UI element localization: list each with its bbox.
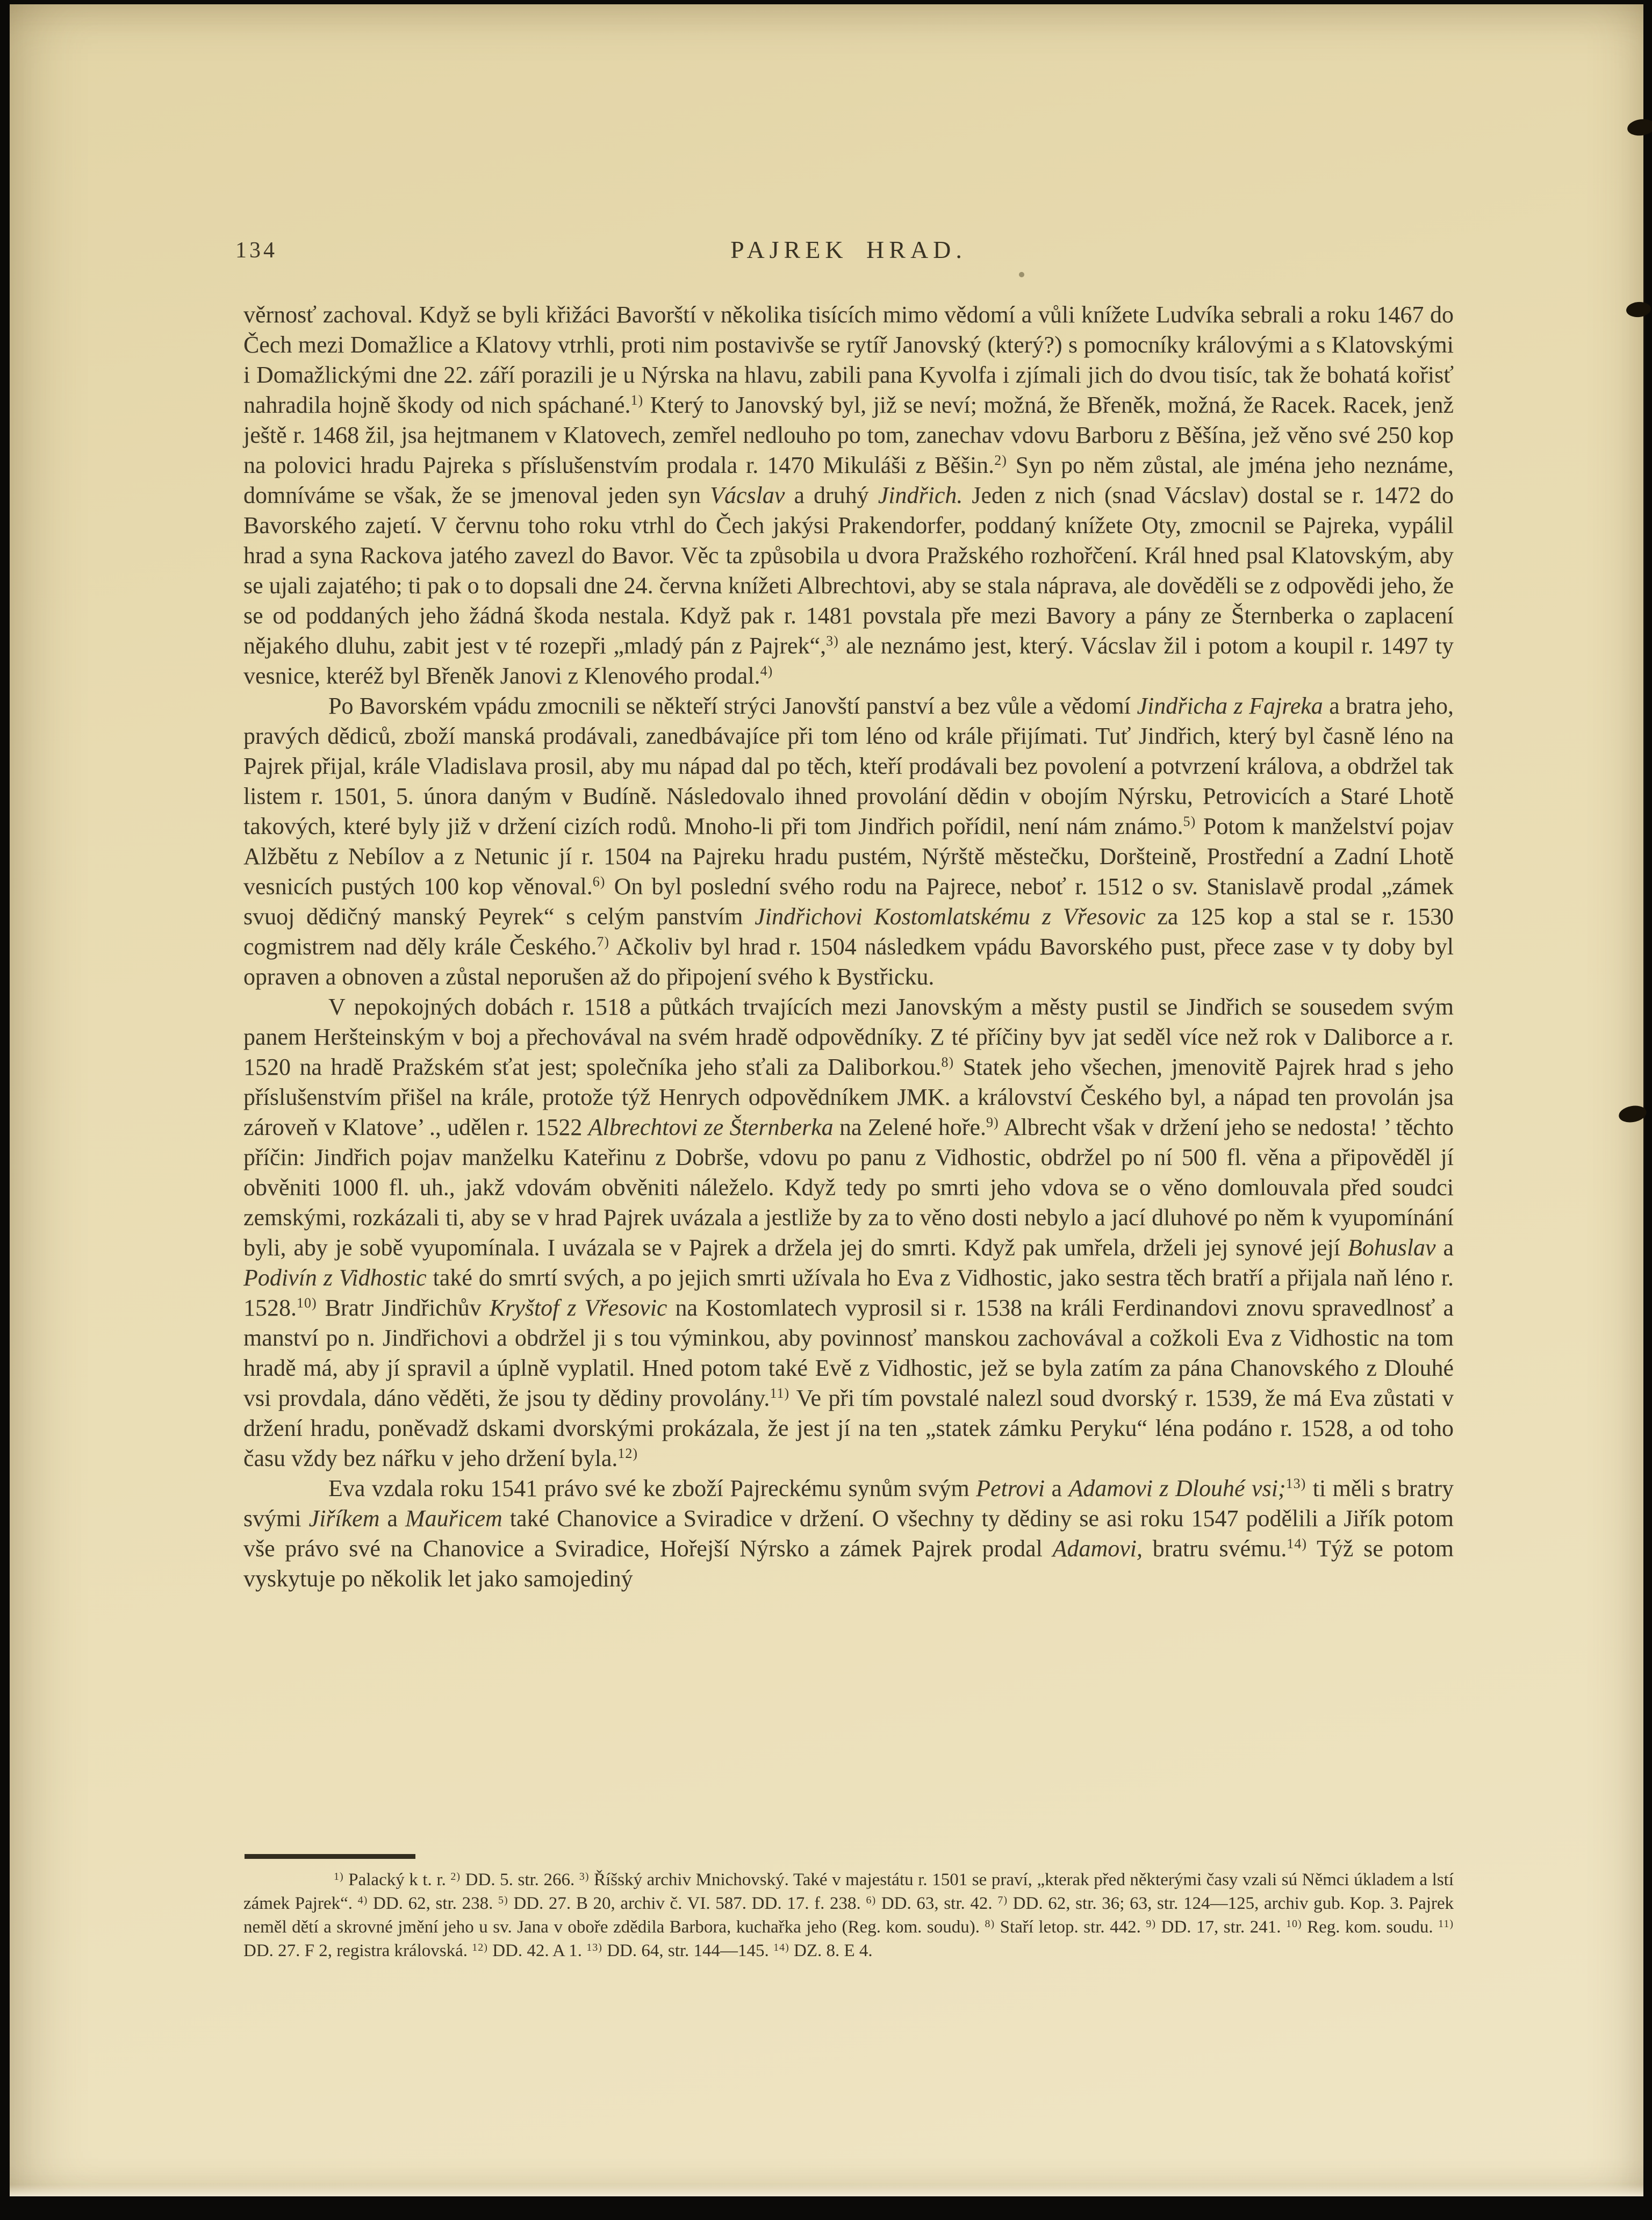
book-page (10, 4, 1643, 2196)
running-title: PAJREK HRAD. (730, 236, 967, 263)
footnote-divider (245, 1854, 415, 1859)
body-text (243, 300, 1454, 1594)
footnote-block: $^{1)}$ Palacký k t. r. $^{2)}$ DD. 5. str. 266. $^{3)}$ Říšský archiv Mnichovský. Také v majestátu r. 1501 se praví, „kterak před některými časy vzali sú Němci úkladem a lstí zámek Pajrek“. $^{4)}$ DD. 62, str. 238. $^{5)}$ DD. 27. B 20, archiv č. VI. 587. DD. 17. f. 238. $^{6)}$ DD. 63, str. 42. $^{7)}$ DD. 62, str. 36; 63, str. 124—125, archiv gub. Kop. 3. Pajrek neměl dětí a skrovné jmění jeho u sv. Jana v oboře zdědila Barbora, kuchařka jeho (Reg. kom. soudu). $^{8)}$ Staří letop. str. 442. $^{9)}$ DD. 17, str. 241. $^{10)}$ Reg. kom. soudu. $^{11)}$ DD. 27. F 2, registra královská. $^{12)}$ DD. 42. A 1. $^{13)}$ DD. 64, str. 144—145. $^{14)}$ DZ. 8. E 4. (243, 1870, 1454, 1960)
paragraph: V nepokojných dobách r. 1518 a půtkách trvajících mezi Janovským a městy pustil se Jindřich se sousedem svým panem Heršteinským v boj a přechovával na svém hradě odpovědníky. Z té příčiny byv jat seděl více než rok v Daliborce a r. 1520 na hradě Pražském sťat jest; společníka jeho sťali za Daliborkou.$^{8)}$ Statek jeho všechen, jmenovitě Pajrek hrad s jeho příslušenstvím přišel na krále, protože týž Henrych odpovědníkem JMK. a království Českého byl, a nápad ten provolán jsa zároveň v Klatove’ ., udělen r. 1522 Albrechtovi ze Šternberka na Zelené hoře.$^{9)}$ Albrecht však v držení jeho se nedosta! ’ těchto příčin: Jindřich pojav manželku Kateřinu z Dobrše, vdovu po panu z Vidhostic, obdržel po ní 500 fl. věna a připověděl jí obvěniti 1000 fl. uh., jakž vdovám obvěniti náleželo. Když tedy po smrti jeho vdova se o věno domlouvala před soudci zemskými, rozkázali ti, aby se v hrad Pajrek uvázala a jestliže by za to věno dosti nebylo a jací dluhové po něm k vyupomínání byli, aby je sobě vyupomínala. I uvázala se v Pajrek a držela jej do smrti. Když pak umřela, drželi jej synové její Bohuslav a Podivín z Vidhostic také do smrtí svých, a po jejich smrti užívala ho Eva z Vidhostic, jako sestra těch bratří a přijala naň léno r. 1528.$^{10)}$ Bratr Jindřichův Kryštof z Vřesovic na Kostomlatech vyprosil si r. 1538 na králi Ferdinandovi znovu spravedlnosť a manství po n. Jindřichovi a obdržel ji s tou výminkou, aby povinnosť manskou zachovával a cožkoli Eva z Vidhostic na tom hradě má, aby jí spravil a úplně vyplatil. Hned potom také Evě z Vidhostic, jež se byla zatím za pána Chanovského z Dlouhé vsi provdala, dáno věděti, že jsou ty dědiny provolány.$^{11)}$ Ve při tím povstalé nalezl soud dvorský r. 1539, že má Eva zůstati v držení hradu, poněvadž dskami dvorskými prokázala, že jest jí na ten „statek zámku Peryku“ léna podáno r. 1528, a od toho času vždy bez nářku v jeho držení byla.$^{12)}$ (243, 994, 1454, 1471)
page-number: 134 (235, 238, 277, 263)
paragraph: Po Bavorském vpádu zmocnili se někteří strýci Janovští panství a bez vůle a vědomí Jindřicha z Fajreka a bratra jeho, pravých dědiců, zboží manská prodávali, zanedbávajíce při tom léno od krále přijímati. Tuť Jindřich, který byl časně léno na Pajrek přijal, krále Vladislava prosil, aby mu nápad dal po těch, kteří prodávali bez povolení a potvrzení králova, a obdržel tak listem r. 1501, 5. února daným v Budíně. Následovalo ihned provolání dědin v obojím Nýrsku, Petrovicích a Staré Lhotě takových, které byly již v držení cizích rodů. Mnoho-li při tom Jindřich pořídil, není nám známo.$^{5)}$ Potom k manželství pojav Alžbětu z Nebílov a z Netunic jí r. 1504 na Pajreku hradu pustém, Nýrště městečku, Doršteině, Prostřední a Zadní Lhotě vesnicích pustých 100 kop věnoval.$^{6)}$ On byl poslední svého rodu na Pajrece, neboť r. 1512 o sv. Stanislavě prodal „zámek svuoj dědičný manský Peyrek“ s celým panstvím Jindřichovi Kostomlatskému z Vřesovic za 125 kop a stal se r. 1530 cogmistrem nad děly krále Českého.$^{7)}$ Ačkoliv byl hrad r. 1504 následkem vpádu Bavorského pust, přece zase v ty doby byl opraven a obnoven a zůstal neporušen až do připojení svého k Bystřicku. (243, 693, 1454, 990)
paragraph: Eva vzdala roku 1541 právo své ke zboží Pajreckému synům svým Petrovi a Adamovi z Dlouhé vsi;$^{13)}$ ti měli s bratry svými Jiříkem a Mauřicem také Chanovice a Sviradice v držení. O všechny ty dědiny se asi roku 1547 podělili a Jiřík potom vše právo své na Chanovice a Sviradice, Hořejší Nýrsko a zámek Pajrek prodal Adamovi, bratru svému.$^{14)}$ Týž se potom vyskytuje po několik let jako samojediný (243, 1475, 1454, 1592)
print-speck (1019, 272, 1024, 277)
paragraph: věrnosť zachoval. Když se byli křižáci Bavorští v několika tisících mimo vědomí a vůli knížete Ludvíka sebrali a roku 1467 do Čech mezi Domažlice a Klatovy vtrhli, proti nim postavivše se rytíř Janovský (který?) s pomocníky královými a s Klatovskými i Domažlickými dne 22. září porazili je u Nýrska na hlavu, zabili pana Kyvolfa i zjímali jich do dvou tisíc, tak že bohatá kořisť nahradila hojně škody od nich spáchané.$^{1)}$ Který to Janovský byl, již se neví; možná, že Břeněk, možná, že Racek. Racek, jenž ještě r. 1468 žil, jsa hejtmanem v Klatovech, zemřel nedlouho po tom, zanechav vdovu Barboru z Běšína, jež věno své 250 kop na polovici hradu Pajreka s příslušenstvím prodala r. 1470 Mikuláši z Běšin.$^{2)}$ Syn po něm zůstal, ale jména jeho neznáme, domníváme se však, že se jmenoval jeden syn Vácslav a druhý Jindřich. Jeden z nich (snad Vácslav) dostal se r. 1472 do Bavorského zajetí. V červnu toho roku vtrhl do Čech jakýsi Prakendorfer, poddaný knížete Oty, zmocnil se Pajreka, vypálil hrad a syna Rackova jatého zavezl do Bavor. Věc ta způsobila u dvora Pražského rozhořčení. Král hned psal Klatovským, aby se ujali zajatého; ti pak o to dopsali dne 24. června knížeti Albrechtovi, aby se stala náprava, ale dověděli se z odpovědi jeho, že se od poddaných jeho žádná škoda nestala. Když pak r. 1481 povstala pře mezi Bavory a pány ze Šternberka o zaplacení nějakého dluhu, zabit jest v té rozepři „mladý pán z Pajrek“,$^{3)}$ ale neznámo jest, který. Vácslav žil i potom a koupil r. 1497 ty vesnice, kteréž byl Břeněk Janovi z Klenového prodal.$^{4)}$ (243, 301, 1454, 689)
